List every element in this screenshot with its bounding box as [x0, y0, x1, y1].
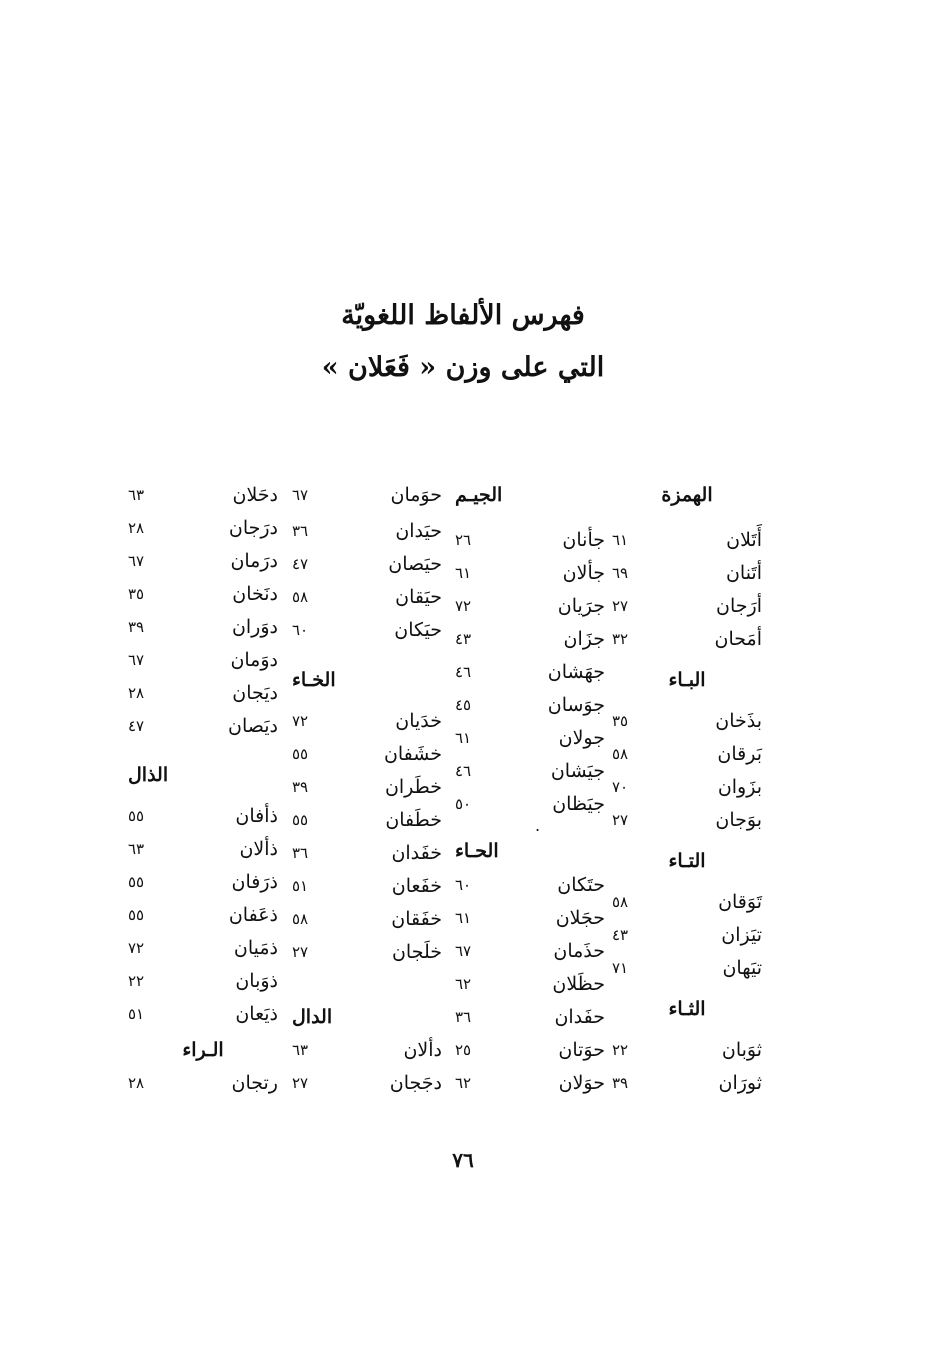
entry-page-number: ٣٥ — [612, 712, 629, 730]
entry-page-number: ٦٧ — [128, 651, 145, 669]
entry-word: ذعَفان — [228, 904, 278, 926]
index-entry — [128, 900, 278, 930]
entry-page-number: ٢٨ — [128, 519, 145, 537]
index-entry — [292, 904, 442, 934]
index-entry — [128, 834, 278, 864]
entry-word: ذألان — [239, 838, 278, 860]
index-entry — [292, 937, 442, 967]
entry-page-number: ٢٥ — [455, 1041, 472, 1059]
section-header: الهمزة — [661, 484, 713, 506]
index-subtitle: التي على وزن « فَعَلان » — [321, 352, 605, 383]
index-entry — [612, 1068, 762, 1098]
entry-word: بوَجان — [715, 809, 762, 831]
index-entry — [128, 678, 278, 708]
entry-word: حوَمان — [390, 484, 442, 506]
entry-word: جيَظان — [552, 793, 605, 815]
index-entry — [612, 772, 762, 802]
stray-dot: . — [535, 816, 541, 835]
index-entry — [292, 706, 442, 736]
index-entry — [292, 1068, 442, 1098]
index-entry — [455, 903, 605, 933]
entry-word: دألان — [403, 1039, 442, 1061]
entry-word: ذمَيان — [233, 937, 278, 959]
page-number: ٧٦ — [452, 1148, 474, 1172]
entry-word: حيَكان — [394, 619, 442, 641]
entry-word: تيَهان — [722, 957, 762, 979]
entry-page-number: ٧٢ — [128, 939, 145, 957]
entry-page-number: ٥٠ — [455, 795, 472, 813]
index-entry — [455, 690, 605, 720]
entry-word: دحَلان — [232, 484, 278, 506]
index-entry — [128, 1068, 278, 1098]
entry-word: جولان — [558, 727, 605, 749]
entry-word: جيَشان — [550, 760, 605, 782]
index-entry — [128, 801, 278, 831]
index-entry — [292, 838, 442, 868]
entry-page-number: ٦١ — [455, 909, 472, 927]
entry-page-number: ٥٨ — [292, 588, 309, 606]
index-entry — [455, 936, 605, 966]
entry-word: جزَان — [563, 628, 605, 650]
index-entry — [292, 1035, 442, 1065]
entry-word: دوَمان — [230, 649, 278, 671]
index-entry — [612, 525, 762, 555]
entry-word: خلَجان — [391, 941, 442, 963]
index-entry — [128, 546, 278, 576]
entry-word: ثوَبان — [721, 1039, 762, 1061]
index-entry — [455, 969, 605, 999]
index-entry — [612, 706, 762, 736]
index-entry — [128, 711, 278, 741]
entry-page-number: ٤٦ — [455, 663, 472, 681]
section-header: البـاء — [668, 669, 706, 691]
entry-page-number: ٤٦ — [455, 762, 472, 780]
entry-word: حيَصان — [388, 553, 442, 575]
entry-word: أمَحان — [714, 628, 762, 650]
index-entry — [292, 739, 442, 769]
index-entry — [292, 772, 442, 802]
section-header: الجيـم — [455, 484, 503, 506]
entry-page-number: ٦٣ — [128, 486, 145, 504]
index-entry — [292, 480, 442, 510]
index-entry — [128, 513, 278, 543]
index-entry — [128, 867, 278, 897]
index-entry — [455, 1068, 605, 1098]
entry-word: دجَجان — [389, 1072, 442, 1094]
section-header: الـراء — [182, 1039, 224, 1061]
entry-word: حفَدان — [554, 1006, 605, 1028]
index-title: فهرس الألفاظ اللغويّة — [341, 300, 585, 331]
entry-page-number: ٦٩ — [612, 564, 629, 582]
entry-word: حتَكان — [557, 874, 605, 896]
entry-page-number: ٢٨ — [128, 684, 145, 702]
entry-word: ذرَفان — [231, 871, 278, 893]
entry-page-number: ٥٥ — [128, 807, 145, 825]
entry-page-number: ٥١ — [292, 877, 309, 895]
entry-page-number: ٣٥ — [128, 585, 145, 603]
entry-page-number: ٦١ — [455, 729, 472, 747]
entry-word: ديَجان — [232, 682, 278, 704]
entry-word: ديَصان — [228, 715, 278, 737]
index-entry — [612, 591, 762, 621]
entry-page-number: ٣٦ — [455, 1008, 472, 1026]
entry-word: حيَدان — [395, 520, 442, 542]
index-entry — [612, 1035, 762, 1065]
entry-page-number: ٤٥ — [455, 696, 472, 714]
index-entry — [612, 558, 762, 588]
index-entry — [455, 1002, 605, 1032]
index-column-2 — [455, 480, 605, 1120]
entry-page-number: ٤٧ — [292, 555, 309, 573]
entry-page-number: ٧٢ — [455, 597, 472, 615]
entry-page-number: ٢٢ — [128, 972, 145, 990]
entry-word: جهَشان — [547, 661, 605, 683]
entry-page-number: ٢٢ — [612, 1041, 629, 1059]
entry-page-number: ٣٩ — [128, 618, 145, 636]
index-entry — [128, 480, 278, 510]
entry-page-number: ٤٧ — [128, 717, 145, 735]
index-entry — [612, 887, 762, 917]
entry-page-number: ٦١ — [455, 564, 472, 582]
section-header: الخـاء — [292, 669, 336, 691]
entry-word: أرَجان — [716, 595, 762, 617]
entry-page-number: ٧٢ — [292, 712, 309, 730]
entry-page-number: ٥٥ — [292, 811, 309, 829]
entry-word: جرَيان — [557, 595, 605, 617]
index-column-4 — [128, 480, 278, 1120]
entry-word: ذوَبان — [235, 970, 278, 992]
entry-word: دنَخان — [232, 583, 278, 605]
entry-page-number: ٢٧ — [292, 1074, 309, 1092]
index-entry — [612, 739, 762, 769]
entry-page-number: ٥٨ — [612, 893, 629, 911]
section-header: الذال — [128, 764, 169, 786]
entry-page-number: ٢٨ — [128, 1074, 145, 1092]
index-entry — [128, 579, 278, 609]
entry-word: أتَنان — [725, 562, 762, 584]
entry-page-number: ٥٥ — [128, 873, 145, 891]
index-entry — [455, 789, 605, 819]
entry-page-number: ٦٧ — [292, 486, 309, 504]
index-entry — [128, 933, 278, 963]
entry-page-number: ٤٣ — [612, 926, 629, 944]
entry-word: ذأفان — [235, 805, 278, 827]
index-entry — [612, 953, 762, 983]
entry-word: تَوَقان — [718, 891, 762, 913]
entry-page-number: ٧١ — [612, 959, 629, 977]
entry-word: حيَقان — [395, 586, 442, 608]
entry-word: خفَعان — [391, 875, 442, 897]
entry-word: ذيَعان — [235, 1003, 278, 1025]
entry-page-number: ٥١ — [128, 1005, 145, 1023]
entry-page-number: ٢٧ — [612, 811, 629, 829]
index-entry — [455, 756, 605, 786]
entry-page-number: ٦٧ — [128, 552, 145, 570]
section-header: الحـاء — [455, 840, 499, 862]
index-column-3 — [292, 480, 442, 1120]
entry-word: ثورَان — [718, 1072, 762, 1094]
entry-word: دوَران — [231, 616, 278, 638]
index-entry — [455, 1035, 605, 1065]
index-entry — [612, 805, 762, 835]
index-entry — [128, 999, 278, 1029]
entry-word: جألان — [562, 562, 605, 584]
index-entry — [455, 870, 605, 900]
entry-word: خشَفان — [383, 743, 442, 765]
index-entry — [128, 612, 278, 642]
entry-word: درَمان — [230, 550, 278, 572]
entry-page-number: ٢٧ — [292, 943, 309, 961]
index-entry — [455, 591, 605, 621]
entry-word: خفَقان — [391, 908, 442, 930]
entry-word: حذَمان — [553, 940, 605, 962]
index-entry — [292, 805, 442, 835]
entry-word: جوَسان — [547, 694, 605, 716]
entry-word: جأنان — [562, 529, 605, 551]
index-entry — [455, 624, 605, 654]
index-entry — [292, 582, 442, 612]
entry-word: خدَيان — [395, 710, 442, 732]
entry-word: درَجان — [228, 517, 278, 539]
section-header: الثـاء — [668, 998, 706, 1020]
entry-word: بَرقان — [717, 743, 762, 765]
index-entry — [612, 624, 762, 654]
index-entry — [455, 558, 605, 588]
entry-page-number: ٦٠ — [455, 876, 472, 894]
entry-page-number: ٣٩ — [292, 778, 309, 796]
entry-word: خفَدان — [391, 842, 442, 864]
entry-word: بذَخان — [715, 710, 762, 732]
entry-word: بزَوان — [717, 776, 762, 798]
entry-word: حوَلان — [558, 1072, 605, 1094]
index-entry — [455, 657, 605, 687]
entry-word: تيَزان — [721, 924, 762, 946]
index-entry — [292, 516, 442, 546]
entry-word: خطَران — [384, 776, 442, 798]
section-header: التـاء — [668, 850, 706, 872]
entry-page-number: ٦٧ — [455, 942, 472, 960]
entry-word: أَتَلان — [726, 529, 762, 551]
entry-page-number: ٥٨ — [292, 910, 309, 928]
index-entry — [128, 645, 278, 675]
section-header: الدال — [292, 1006, 333, 1028]
entry-page-number: ٣٩ — [612, 1074, 629, 1092]
entry-word: خطَفان — [385, 809, 442, 831]
entry-page-number: ٦٢ — [455, 975, 472, 993]
entry-page-number: ٥٥ — [128, 906, 145, 924]
entry-word: رتجان — [231, 1072, 278, 1094]
index-entry — [292, 615, 442, 645]
entry-page-number: ٢٦ — [455, 531, 472, 549]
entry-page-number: ٧٠ — [612, 778, 629, 796]
entry-page-number: ٤٣ — [455, 630, 472, 648]
entry-page-number: ٦١ — [612, 531, 629, 549]
entry-page-number: ٦٣ — [292, 1041, 309, 1059]
entry-page-number: ٢٧ — [612, 597, 629, 615]
entry-word: حجَلان — [555, 907, 605, 929]
entry-word: حظَلان — [552, 973, 605, 995]
entry-page-number: ٥٥ — [292, 745, 309, 763]
index-entry — [612, 920, 762, 950]
index-entry — [455, 723, 605, 753]
entry-word: حوَتان — [558, 1039, 605, 1061]
entry-page-number: ٣٦ — [292, 844, 309, 862]
entry-page-number: ٦٠ — [292, 621, 309, 639]
entry-page-number: ٣٢ — [612, 630, 629, 648]
entry-page-number: ٦٣ — [128, 840, 145, 858]
index-entry — [455, 525, 605, 555]
index-entry — [292, 549, 442, 579]
index-column-1 — [612, 480, 762, 1120]
index-entry — [128, 966, 278, 996]
entry-page-number: ٦٢ — [455, 1074, 472, 1092]
index-entry — [292, 871, 442, 901]
entry-page-number: ٣٦ — [292, 522, 309, 540]
entry-page-number: ٥٨ — [612, 745, 629, 763]
